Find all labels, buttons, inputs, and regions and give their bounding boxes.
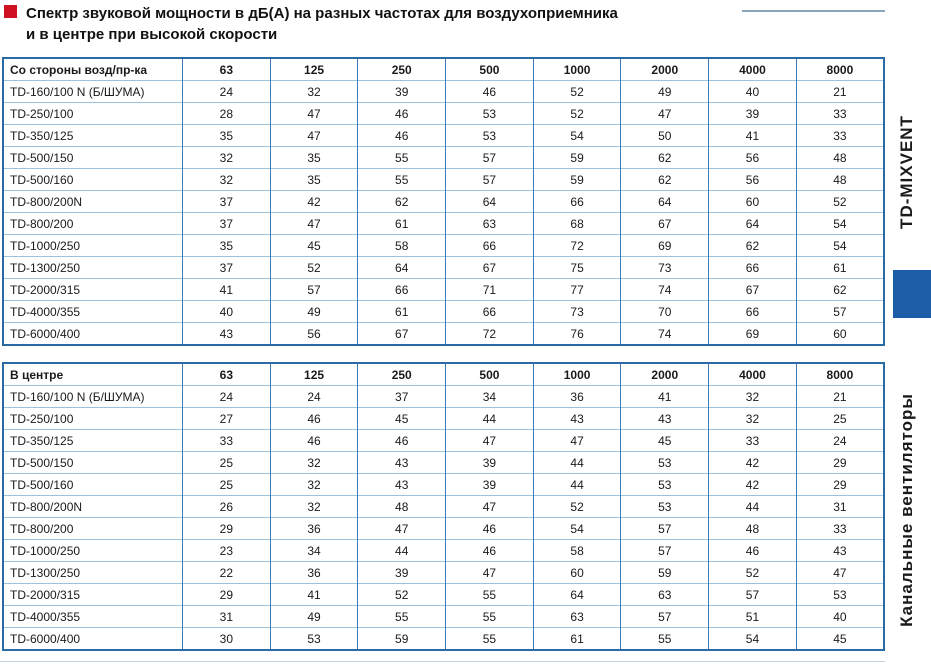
db-value: 67	[621, 213, 709, 235]
db-value: 60	[709, 191, 797, 213]
db-value: 42	[709, 452, 797, 474]
db-value: 21	[796, 81, 884, 103]
db-value: 53	[270, 628, 358, 651]
db-value: 46	[709, 540, 797, 562]
db-value: 27	[183, 408, 271, 430]
db-value: 49	[270, 301, 358, 323]
db-value: 37	[358, 386, 446, 408]
db-value: 63	[533, 606, 621, 628]
frequency-header: 1000	[533, 58, 621, 81]
db-value: 69	[621, 235, 709, 257]
db-value: 77	[533, 279, 621, 301]
db-value: 62	[358, 191, 446, 213]
db-value: 68	[533, 213, 621, 235]
frequency-header: 2000	[621, 58, 709, 81]
model-name: TD-1000/250	[3, 235, 183, 257]
db-value: 35	[183, 235, 271, 257]
db-value: 47	[446, 430, 534, 452]
db-value: 69	[709, 323, 797, 346]
db-value: 31	[796, 496, 884, 518]
table-row	[3, 301, 884, 323]
db-value: 67	[446, 257, 534, 279]
db-value: 46	[358, 103, 446, 125]
model-name: TD-2000/315	[3, 584, 183, 606]
db-value: 33	[709, 430, 797, 452]
db-value: 55	[446, 584, 534, 606]
db-value: 41	[709, 125, 797, 147]
db-value: 66	[446, 301, 534, 323]
db-value: 39	[446, 452, 534, 474]
bottom-rule	[0, 661, 885, 662]
frequency-header: 4000	[709, 363, 797, 386]
model-name: TD-6000/400	[3, 628, 183, 651]
db-value: 45	[796, 628, 884, 651]
table-row	[3, 191, 884, 213]
db-value: 56	[270, 323, 358, 346]
db-value: 61	[796, 257, 884, 279]
db-value: 54	[533, 518, 621, 540]
db-value: 54	[796, 213, 884, 235]
model-name: TD-800/200N	[3, 191, 183, 213]
model-name: TD-800/200N	[3, 496, 183, 518]
model-name: TD-500/160	[3, 169, 183, 191]
title-rule	[742, 10, 885, 12]
db-value: 37	[183, 257, 271, 279]
frequency-header: 125	[270, 363, 358, 386]
sidebar	[885, 0, 931, 664]
db-value: 59	[533, 147, 621, 169]
model-name: TD-800/200	[3, 518, 183, 540]
frequency-header: 63	[183, 363, 271, 386]
db-value: 66	[709, 301, 797, 323]
db-value: 53	[446, 125, 534, 147]
db-value: 63	[446, 213, 534, 235]
db-value: 33	[796, 125, 884, 147]
db-value: 42	[270, 191, 358, 213]
model-name: TD-160/100 N (Б/ШУМА)	[3, 386, 183, 408]
db-value: 59	[621, 562, 709, 584]
model-name: TD-1000/250	[3, 540, 183, 562]
model-name: TD-2000/315	[3, 279, 183, 301]
db-value: 40	[709, 81, 797, 103]
db-value: 61	[533, 628, 621, 651]
db-value: 71	[446, 279, 534, 301]
table-corner-label: В центре	[10, 367, 64, 382]
db-value: 29	[796, 452, 884, 474]
db-value: 66	[533, 191, 621, 213]
db-value: 46	[446, 518, 534, 540]
frequency-header: 8000	[796, 363, 884, 386]
table-row	[3, 584, 884, 606]
db-value: 29	[183, 518, 271, 540]
db-value: 49	[270, 606, 358, 628]
db-value: 25	[796, 408, 884, 430]
db-value: 29	[183, 584, 271, 606]
db-value: 64	[533, 584, 621, 606]
db-value: 47	[533, 430, 621, 452]
page-title-line2: и в центре при высокой скорости	[26, 26, 278, 43]
db-value: 28	[183, 103, 271, 125]
db-value: 36	[270, 562, 358, 584]
table-row	[3, 430, 884, 452]
db-value: 55	[446, 628, 534, 651]
table-row	[3, 323, 884, 346]
model-name: TD-800/200	[3, 213, 183, 235]
db-value: 47	[270, 103, 358, 125]
db-value: 55	[358, 606, 446, 628]
model-name: TD-500/150	[3, 147, 183, 169]
page-title-line1: Спектр звуковой мощности в дБ(А) на разных частотах для воздухоприемника	[26, 5, 618, 22]
db-value: 48	[796, 169, 884, 191]
model-name: TD-350/125	[3, 125, 183, 147]
db-value: 33	[796, 103, 884, 125]
db-value: 47	[358, 518, 446, 540]
db-value: 32	[270, 496, 358, 518]
db-value: 57	[621, 606, 709, 628]
db-value: 32	[270, 452, 358, 474]
header-row	[3, 58, 884, 81]
db-value: 46	[446, 540, 534, 562]
db-value: 67	[358, 323, 446, 346]
db-value: 59	[358, 628, 446, 651]
db-value: 48	[358, 496, 446, 518]
db-value: 53	[621, 474, 709, 496]
model-name: TD-4000/355	[3, 606, 183, 628]
db-value: 41	[270, 584, 358, 606]
db-value: 45	[621, 430, 709, 452]
db-value: 74	[621, 279, 709, 301]
db-value: 64	[358, 257, 446, 279]
db-value: 48	[709, 518, 797, 540]
db-value: 53	[621, 452, 709, 474]
db-value: 52	[709, 562, 797, 584]
frequency-header: 1000	[533, 363, 621, 386]
db-value: 64	[446, 191, 534, 213]
table-row	[3, 518, 884, 540]
db-value: 34	[270, 540, 358, 562]
table-row	[3, 279, 884, 301]
table-row	[3, 606, 884, 628]
model-name: TD-6000/400	[3, 323, 183, 346]
db-value: 31	[183, 606, 271, 628]
db-value: 53	[446, 103, 534, 125]
db-value: 32	[183, 169, 271, 191]
db-value: 52	[358, 584, 446, 606]
table-row	[3, 103, 884, 125]
db-value: 56	[709, 169, 797, 191]
db-value: 57	[621, 518, 709, 540]
table-row	[3, 386, 884, 408]
db-value: 74	[621, 323, 709, 346]
sidebar-series-label: TD-MIXVENT	[897, 115, 916, 229]
red-bullet-icon	[4, 5, 17, 18]
frequency-header: 125	[270, 58, 358, 81]
db-value: 34	[446, 386, 534, 408]
db-value: 60	[533, 562, 621, 584]
db-value: 47	[621, 103, 709, 125]
db-value: 32	[270, 474, 358, 496]
db-value: 46	[358, 430, 446, 452]
db-value: 54	[796, 235, 884, 257]
db-value: 64	[709, 213, 797, 235]
table-row	[3, 213, 884, 235]
db-value: 36	[533, 386, 621, 408]
db-value: 55	[446, 606, 534, 628]
db-value: 57	[709, 584, 797, 606]
table-row	[3, 125, 884, 147]
db-value: 39	[358, 562, 446, 584]
db-value: 32	[270, 81, 358, 103]
db-value: 25	[183, 452, 271, 474]
db-value: 41	[183, 279, 271, 301]
db-value: 32	[183, 147, 271, 169]
db-value: 46	[270, 408, 358, 430]
db-value: 67	[709, 279, 797, 301]
db-value: 46	[446, 81, 534, 103]
db-value: 50	[621, 125, 709, 147]
frequency-header: 250	[358, 58, 446, 81]
db-value: 64	[621, 191, 709, 213]
table-row	[3, 81, 884, 103]
db-value: 59	[533, 169, 621, 191]
db-value: 45	[270, 235, 358, 257]
db-value: 56	[709, 147, 797, 169]
db-value: 47	[446, 496, 534, 518]
model-name: TD-350/125	[3, 430, 183, 452]
db-value: 23	[183, 540, 271, 562]
db-value: 57	[621, 540, 709, 562]
db-value: 57	[270, 279, 358, 301]
db-value: 37	[183, 213, 271, 235]
db-value: 29	[796, 474, 884, 496]
table-row	[3, 408, 884, 430]
db-value: 43	[358, 474, 446, 496]
db-value: 46	[358, 125, 446, 147]
db-value: 40	[796, 606, 884, 628]
db-value: 61	[358, 301, 446, 323]
db-value: 35	[183, 125, 271, 147]
table-row	[3, 257, 884, 279]
db-value: 41	[621, 386, 709, 408]
db-value: 47	[796, 562, 884, 584]
model-name: TD-160/100 N (Б/ШУМА)	[3, 81, 183, 103]
db-value: 72	[446, 323, 534, 346]
table-row	[3, 147, 884, 169]
db-value: 49	[621, 81, 709, 103]
db-value: 24	[796, 430, 884, 452]
db-value: 63	[621, 584, 709, 606]
table-center	[2, 362, 885, 651]
db-value: 66	[709, 257, 797, 279]
db-value: 39	[446, 474, 534, 496]
db-value: 44	[533, 452, 621, 474]
db-value: 46	[270, 430, 358, 452]
db-value: 43	[183, 323, 271, 346]
db-value: 57	[446, 147, 534, 169]
model-name: TD-500/160	[3, 474, 183, 496]
db-value: 43	[358, 452, 446, 474]
db-value: 48	[796, 147, 884, 169]
table-row	[3, 628, 884, 651]
db-value: 47	[270, 125, 358, 147]
frequency-header: 2000	[621, 363, 709, 386]
sidebar-category-label: Канальные вентиляторы	[897, 393, 916, 627]
db-value: 75	[533, 257, 621, 279]
db-value: 39	[358, 81, 446, 103]
db-value: 51	[709, 606, 797, 628]
db-value: 52	[533, 496, 621, 518]
db-value: 54	[533, 125, 621, 147]
db-value: 52	[533, 103, 621, 125]
db-value: 62	[796, 279, 884, 301]
db-value: 47	[270, 213, 358, 235]
db-value: 42	[709, 474, 797, 496]
table-row	[3, 562, 884, 584]
db-value: 35	[270, 147, 358, 169]
db-value: 24	[183, 386, 271, 408]
db-value: 53	[796, 584, 884, 606]
db-value: 21	[796, 386, 884, 408]
db-value: 30	[183, 628, 271, 651]
table-row	[3, 235, 884, 257]
db-value: 70	[621, 301, 709, 323]
table-row	[3, 474, 884, 496]
table-row	[3, 169, 884, 191]
sidebar-accent-square	[893, 270, 931, 318]
db-value: 52	[270, 257, 358, 279]
db-value: 66	[358, 279, 446, 301]
db-value: 25	[183, 474, 271, 496]
db-value: 22	[183, 562, 271, 584]
db-value: 44	[446, 408, 534, 430]
db-value: 43	[796, 540, 884, 562]
db-value: 24	[270, 386, 358, 408]
table-row	[3, 540, 884, 562]
db-value: 43	[533, 408, 621, 430]
db-value: 55	[358, 147, 446, 169]
db-value: 39	[709, 103, 797, 125]
header-row	[3, 363, 884, 386]
model-name: TD-250/100	[3, 103, 183, 125]
db-value: 35	[270, 169, 358, 191]
db-value: 61	[358, 213, 446, 235]
db-value: 43	[621, 408, 709, 430]
table-row	[3, 496, 884, 518]
table-inlet-side	[2, 57, 885, 346]
db-value: 62	[621, 169, 709, 191]
db-value: 33	[796, 518, 884, 540]
frequency-header: 250	[358, 363, 446, 386]
db-value: 36	[270, 518, 358, 540]
db-value: 54	[709, 628, 797, 651]
frequency-header: 63	[183, 58, 271, 81]
db-value: 24	[183, 81, 271, 103]
db-value: 53	[621, 496, 709, 518]
model-name: TD-250/100	[3, 408, 183, 430]
db-value: 52	[796, 191, 884, 213]
table-row	[3, 452, 884, 474]
db-value: 62	[621, 147, 709, 169]
db-value: 32	[709, 408, 797, 430]
model-name: TD-1300/250	[3, 562, 183, 584]
table-corner-label: Со стороны возд/пр-ка	[10, 62, 148, 77]
frequency-header: 8000	[796, 58, 884, 81]
db-value: 32	[709, 386, 797, 408]
db-value: 58	[533, 540, 621, 562]
db-value: 62	[709, 235, 797, 257]
db-value: 66	[446, 235, 534, 257]
db-value: 58	[358, 235, 446, 257]
db-value: 76	[533, 323, 621, 346]
model-name: TD-4000/355	[3, 301, 183, 323]
frequency-header: 500	[446, 58, 534, 81]
db-value: 72	[533, 235, 621, 257]
db-value: 44	[709, 496, 797, 518]
db-value: 47	[446, 562, 534, 584]
db-value: 40	[183, 301, 271, 323]
db-value: 33	[183, 430, 271, 452]
model-name: TD-500/150	[3, 452, 183, 474]
frequency-header: 4000	[709, 58, 797, 81]
db-value: 55	[621, 628, 709, 651]
frequency-header: 500	[446, 363, 534, 386]
db-value: 52	[533, 81, 621, 103]
db-value: 37	[183, 191, 271, 213]
db-value: 57	[796, 301, 884, 323]
db-value: 55	[358, 169, 446, 191]
db-value: 73	[533, 301, 621, 323]
db-value: 45	[358, 408, 446, 430]
db-value: 60	[796, 323, 884, 346]
db-value: 44	[533, 474, 621, 496]
db-value: 44	[358, 540, 446, 562]
db-value: 26	[183, 496, 271, 518]
page-title	[26, 3, 618, 45]
db-value: 73	[621, 257, 709, 279]
model-name: TD-1300/250	[3, 257, 183, 279]
db-value: 57	[446, 169, 534, 191]
